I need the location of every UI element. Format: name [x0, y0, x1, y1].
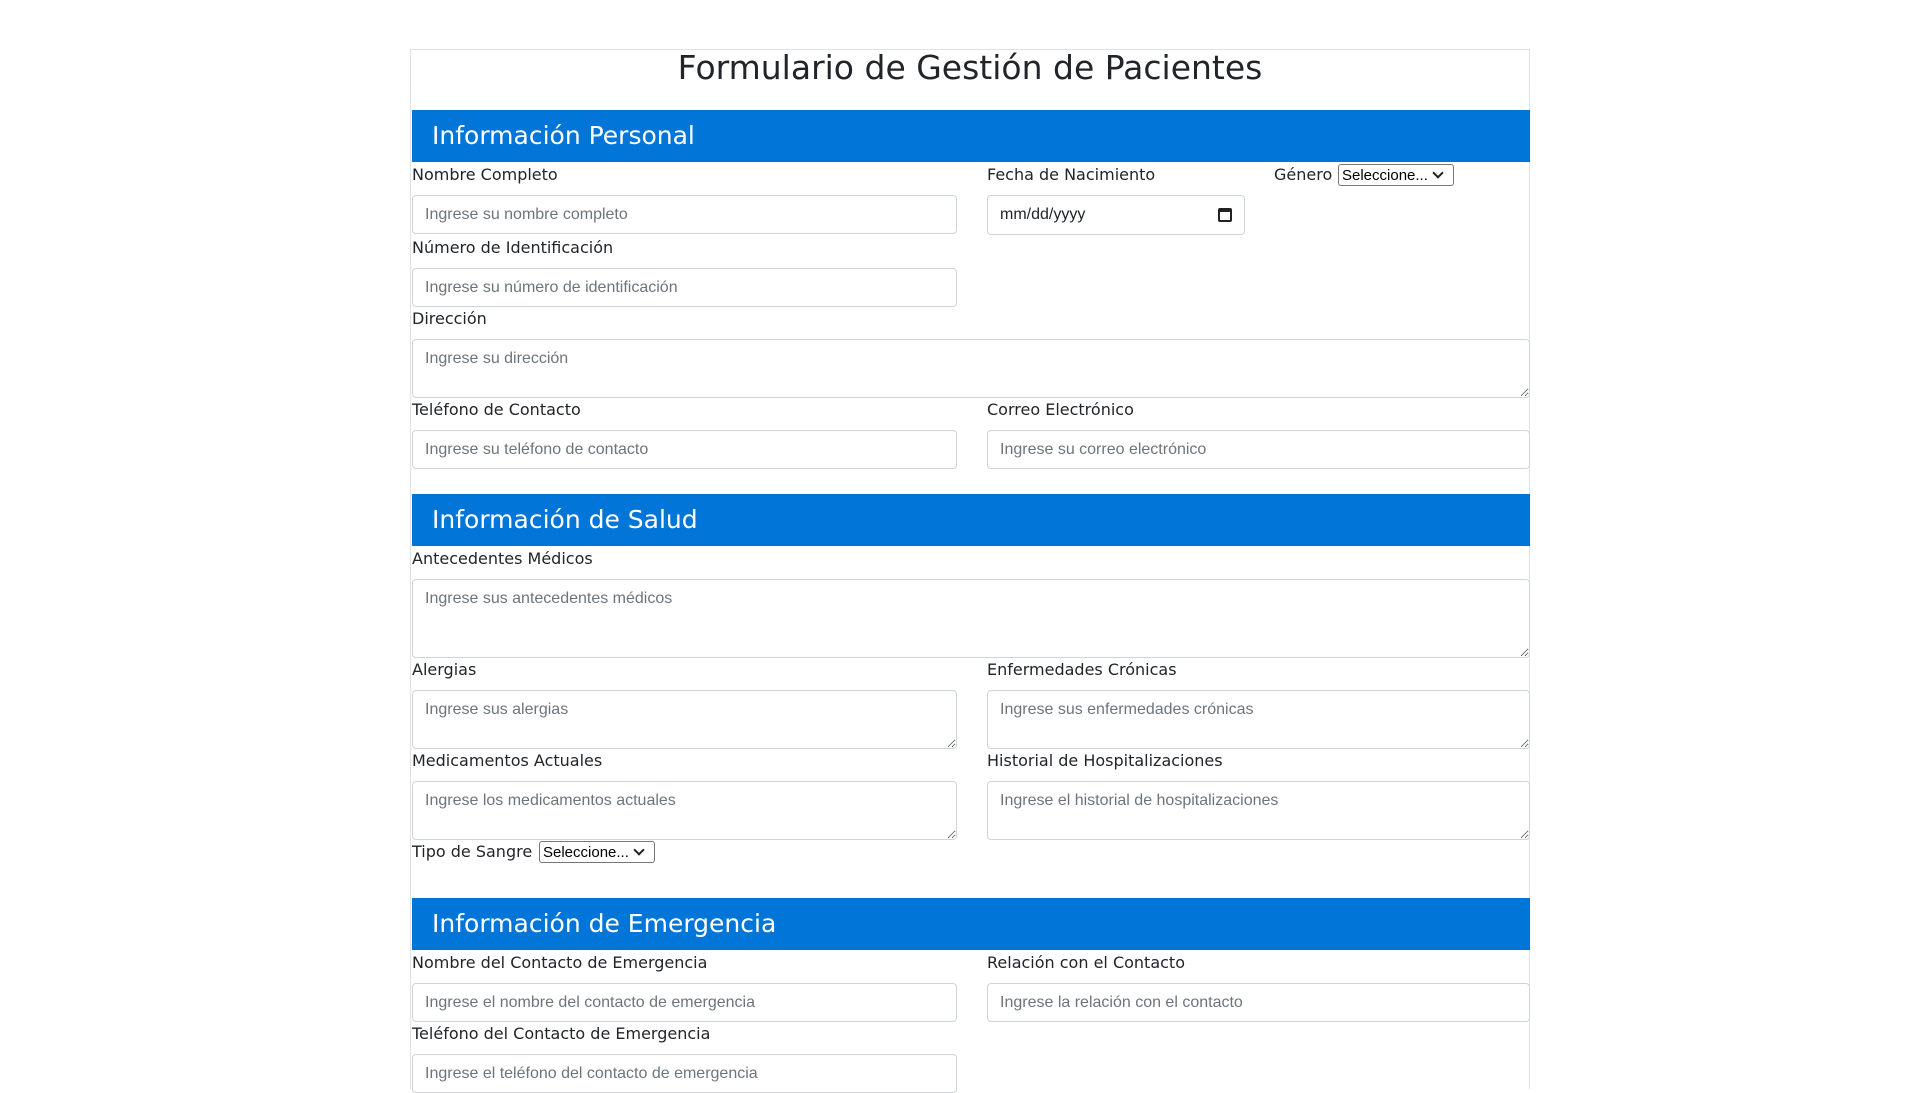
- chevron-down-icon: [633, 844, 644, 855]
- chevron-down-icon: [1432, 167, 1443, 178]
- direccion-textarea[interactable]: [412, 339, 1530, 398]
- contacto-label: Nombre del Contacto de Emergencia: [412, 953, 708, 972]
- telefono-emergencia-input[interactable]: [412, 1054, 957, 1093]
- sangre-select[interactable]: [539, 841, 655, 863]
- medicamentos-label: Medicamentos Actuales: [412, 751, 603, 770]
- genero-value: Seleccione...: [1342, 166, 1428, 184]
- fecha-value: mm/dd/yyyy: [1000, 206, 1086, 223]
- section-header-salud: Información de Salud: [412, 494, 1530, 546]
- alergias-label: Alergias: [412, 660, 477, 679]
- sangre-label: Tipo de Sangre: [412, 842, 533, 861]
- section-header-emergencia: Información de Emergencia: [412, 898, 1530, 950]
- nombre-input[interactable]: [412, 195, 957, 234]
- hospitalizaciones-label: Historial de Hospitalizaciones: [987, 751, 1223, 770]
- relacion-input[interactable]: [987, 983, 1530, 1022]
- fecha-label: Fecha de Nacimiento: [987, 165, 1156, 184]
- telefono-input[interactable]: [412, 430, 957, 469]
- telefono-emergencia-label: Teléfono del Contacto de Emergencia: [412, 1024, 711, 1043]
- section-header-personal: Información Personal: [412, 110, 1530, 162]
- telefono-label: Teléfono de Contacto: [412, 400, 581, 419]
- antecedentes-label: Antecedentes Médicos: [412, 549, 593, 568]
- antecedentes-textarea[interactable]: [412, 579, 1530, 658]
- alergias-textarea[interactable]: [412, 690, 957, 749]
- hospitalizaciones-textarea[interactable]: [987, 781, 1530, 840]
- genero-select[interactable]: [1338, 164, 1454, 186]
- sangre-value: Seleccione...: [543, 843, 629, 861]
- nombre-label: Nombre Completo: [412, 165, 558, 184]
- cronicas-textarea[interactable]: [987, 690, 1530, 749]
- id-input[interactable]: [412, 268, 957, 307]
- contacto-input[interactable]: [412, 983, 957, 1022]
- calendar-icon[interactable]: [1218, 208, 1232, 222]
- medicamentos-textarea[interactable]: [412, 781, 957, 840]
- direccion-label: Dirección: [412, 309, 487, 328]
- fecha-nacimiento-input[interactable]: [987, 195, 1245, 235]
- id-label: Número de Identificación: [412, 238, 614, 257]
- correo-input[interactable]: [987, 430, 1530, 469]
- page-title: Formulario de Gestión de Pacientes: [677, 48, 1263, 87]
- genero-label: Género: [1274, 165, 1333, 184]
- relacion-label: Relación con el Contacto: [987, 953, 1185, 972]
- cronicas-label: Enfermedades Crónicas: [987, 660, 1177, 679]
- correo-label: Correo Electrónico: [987, 400, 1134, 419]
- patient-form-container: [410, 49, 1530, 1089]
